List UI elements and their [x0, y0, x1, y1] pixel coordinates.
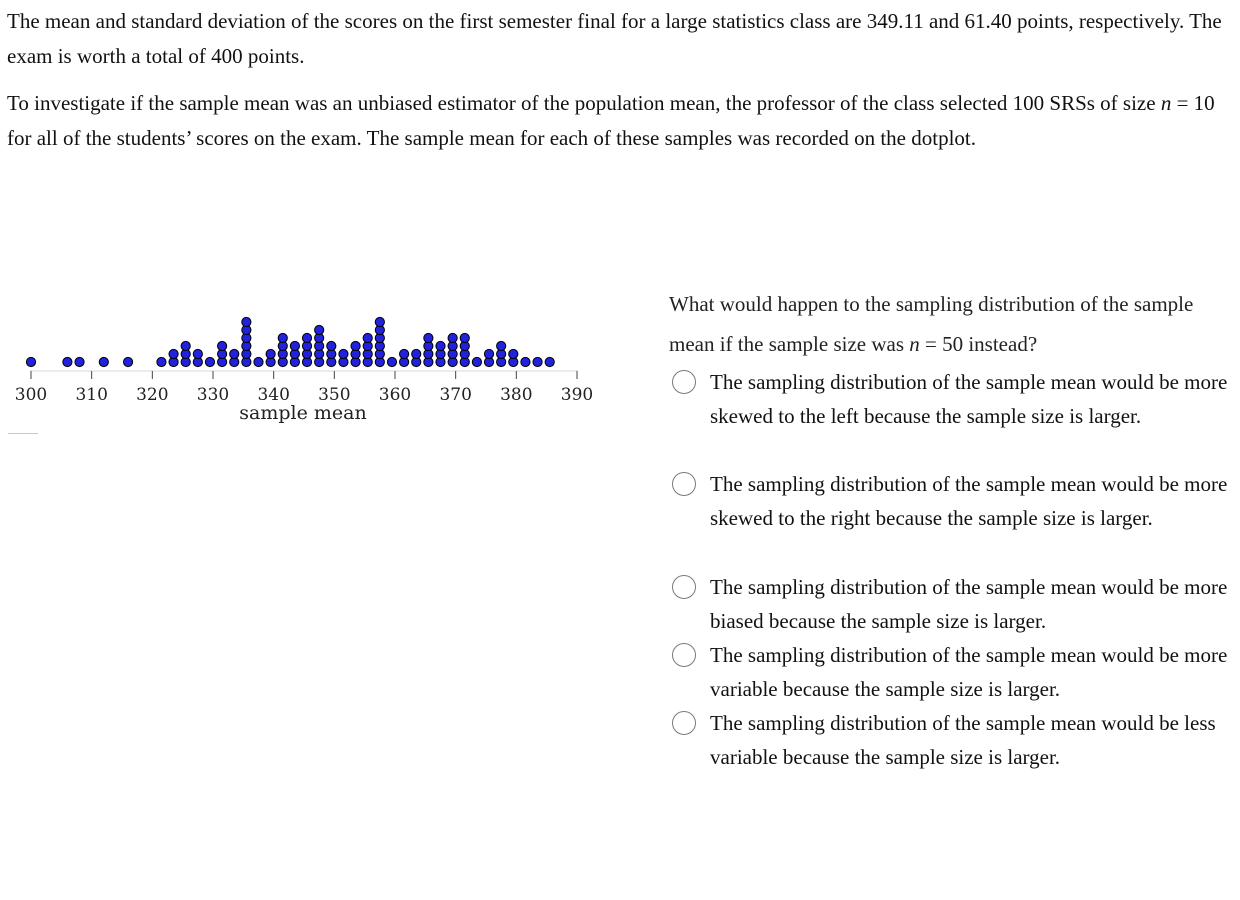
x-tick-label: 350: [318, 385, 351, 405]
x-axis-ticks: [15, 371, 593, 405]
data-dot: [278, 333, 287, 342]
x-tick-label: 340: [257, 385, 290, 405]
data-dot: [63, 357, 72, 366]
data-dot: [75, 357, 84, 366]
data-dot: [123, 357, 132, 366]
data-dot: [26, 357, 35, 366]
question-part-b: = 50 instead?: [919, 332, 1038, 356]
data-dot: [351, 341, 360, 350]
data-dot: [436, 341, 445, 350]
problem-paragraph-2-part-a: To investigate if the sample mean was an unbiased estimator of the population mean, the professor of the class selected 100 SRSs of size: [7, 91, 1161, 115]
radio-button-icon[interactable]: [672, 643, 696, 667]
data-dot: [290, 341, 299, 350]
radio-button-icon[interactable]: [672, 472, 696, 496]
data-dot: [533, 357, 542, 366]
data-dot: [472, 357, 481, 366]
x-tick-label: 320: [136, 385, 169, 405]
answer-option-5-label: The sampling distribution of the sample mean would be less variable because the sample size is larger.: [710, 711, 1216, 769]
answer-option-1-label: The sampling distribution of the sample mean would be more skewed to the left because the sample size is larger.: [710, 370, 1228, 428]
data-dot: [302, 333, 311, 342]
sample-size-variable: n: [1160, 91, 1172, 115]
data-dot: [266, 349, 275, 358]
data-dot: [99, 357, 108, 366]
data-dot: [339, 349, 348, 358]
x-tick-label: 300: [14, 385, 48, 405]
problem-paragraph-2: [7, 86, 1235, 156]
question-part-a: What would happen to the sampling distribution of the sample mean if the sample size was: [669, 292, 1194, 356]
data-dot: [193, 349, 202, 358]
radio-button-icon[interactable]: [672, 575, 696, 599]
x-axis-label: sample mean: [239, 402, 367, 424]
x-tick-label: 360: [378, 385, 412, 405]
x-tick-label: 310: [75, 385, 108, 405]
data-dot: [363, 333, 372, 342]
data-dot: [448, 333, 457, 342]
divider: [8, 433, 38, 434]
data-dot: [375, 317, 384, 326]
question-variable: n: [909, 332, 920, 356]
data-dot: [509, 349, 518, 358]
data-dot: [387, 357, 396, 366]
problem-paragraph-2-part-b: = 10 for all of the students’ scores on the exam. The sample mean for each of these samples was recorded on the dotplot.: [7, 91, 1215, 150]
dots-layer: [26, 317, 554, 366]
data-dot: [412, 349, 421, 358]
data-dot: [169, 349, 178, 358]
data-dot: [400, 349, 409, 358]
x-tick-label: 390: [560, 385, 594, 405]
problem-paragraph-1: The mean and standard deviation of the scores on the first semester final for a large statistics class are 349.11 and 61.40 points, respectively. The exam is worth a total of 400 points.: [7, 9, 1222, 68]
dotplot-chart: [0, 282, 600, 442]
answer-option-2-label: The sampling distribution of the sample mean would be more skewed to the right because the sample size is larger.: [710, 472, 1228, 530]
data-dot: [315, 325, 324, 334]
answer-option-4-label: The sampling distribution of the sample mean would be more variable because the sample size is larger.: [710, 643, 1228, 701]
x-tick-label: 370: [439, 385, 472, 405]
x-tick-label: 330: [196, 385, 230, 405]
data-dot: [181, 341, 190, 350]
data-dot: [424, 333, 433, 342]
data-dot: [327, 341, 336, 350]
x-tick-label: 380: [500, 385, 533, 405]
data-dot: [254, 357, 263, 366]
data-dot: [218, 341, 227, 350]
data-dot: [205, 357, 214, 366]
radio-button-icon[interactable]: [672, 370, 696, 394]
data-dot: [497, 341, 506, 350]
answer-option-3-label: The sampling distribution of the sample mean would be more biased because the sample size is larger.: [710, 575, 1228, 633]
data-dot: [230, 349, 239, 358]
radio-button-icon[interactable]: [672, 711, 696, 735]
data-dot: [545, 357, 554, 366]
data-dot: [157, 357, 166, 366]
data-dot: [460, 333, 469, 342]
data-dot: [521, 357, 530, 366]
question-prompt: [669, 284, 1229, 364]
data-dot: [242, 317, 251, 326]
data-dot: [484, 349, 493, 358]
